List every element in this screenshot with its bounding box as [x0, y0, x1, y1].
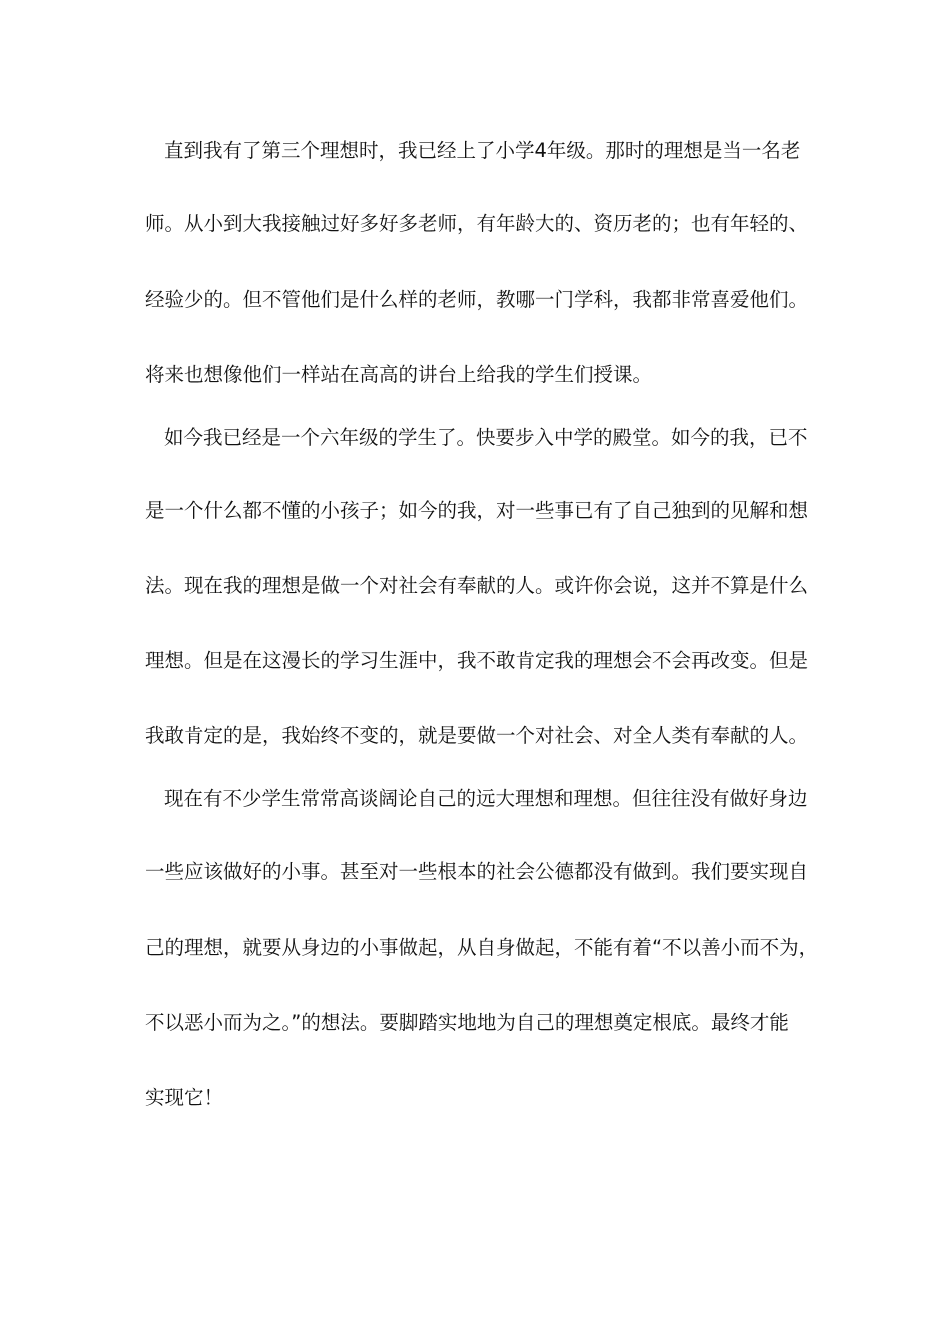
paragraph-1-line-4: 将来也想像他们一样站在高高的讲台上给我的学生们授课。 [145, 363, 653, 386]
paragraph-3-line-2: 一些应该做好的小事。甚至对一些根本的社会公德都没有做到。我们要实现自 [145, 860, 809, 883]
paragraph-2-line-4: 理想。但是在这漫长的学习生涯中，我不敢肯定我的理想会不会再改变。但是 [145, 649, 809, 672]
paragraph-1-line-3: 经验少的。但不管他们是什么样的老师，教哪一门学科，我都非常喜爱他们。 [145, 288, 809, 311]
paragraph-3-line-3: 己的理想，就要从身边的小事做起，从自身做起，不能有着“不以善小而不为， [145, 936, 819, 959]
paragraph-1-line-1: 直到我有了第三个理想时，我已经上了小学4年级。那时的理想是当一名老 [164, 139, 801, 162]
paragraph-3-line-5: 实现它！ [145, 1086, 224, 1109]
paragraph-2-line-1: 如今我已经是一个六年级的学生了。快要步入中学的殿堂。如今的我，已不 [164, 426, 808, 449]
paragraph-2-line-3: 法。现在我的理想是做一个对社会有奉献的人。或许你会说，这并不算是什么 [145, 574, 809, 597]
paragraph-3-line-1: 现在有不少学生常常高谈阔论自己的远大理想和理想。但往往没有做好身边 [164, 787, 808, 810]
paragraph-2-line-2: 是一个什么都不懂的小孩子；如今的我，对一些事已有了自己独到的见解和想 [145, 499, 809, 522]
paragraph-3-line-4: 不以恶小而为之。”的想法。要脚踏实地地为自己的理想奠定根底。最终才能 [145, 1011, 789, 1034]
paragraph-1-line-2: 师。从小到大我接触过好多好多老师，有年龄大的、资历老的；也有年轻的、 [145, 212, 809, 235]
paragraph-2-line-5: 我敢肯定的是，我始终不变的，就是要做一个对社会、对全人类有奉献的人。 [145, 724, 809, 747]
